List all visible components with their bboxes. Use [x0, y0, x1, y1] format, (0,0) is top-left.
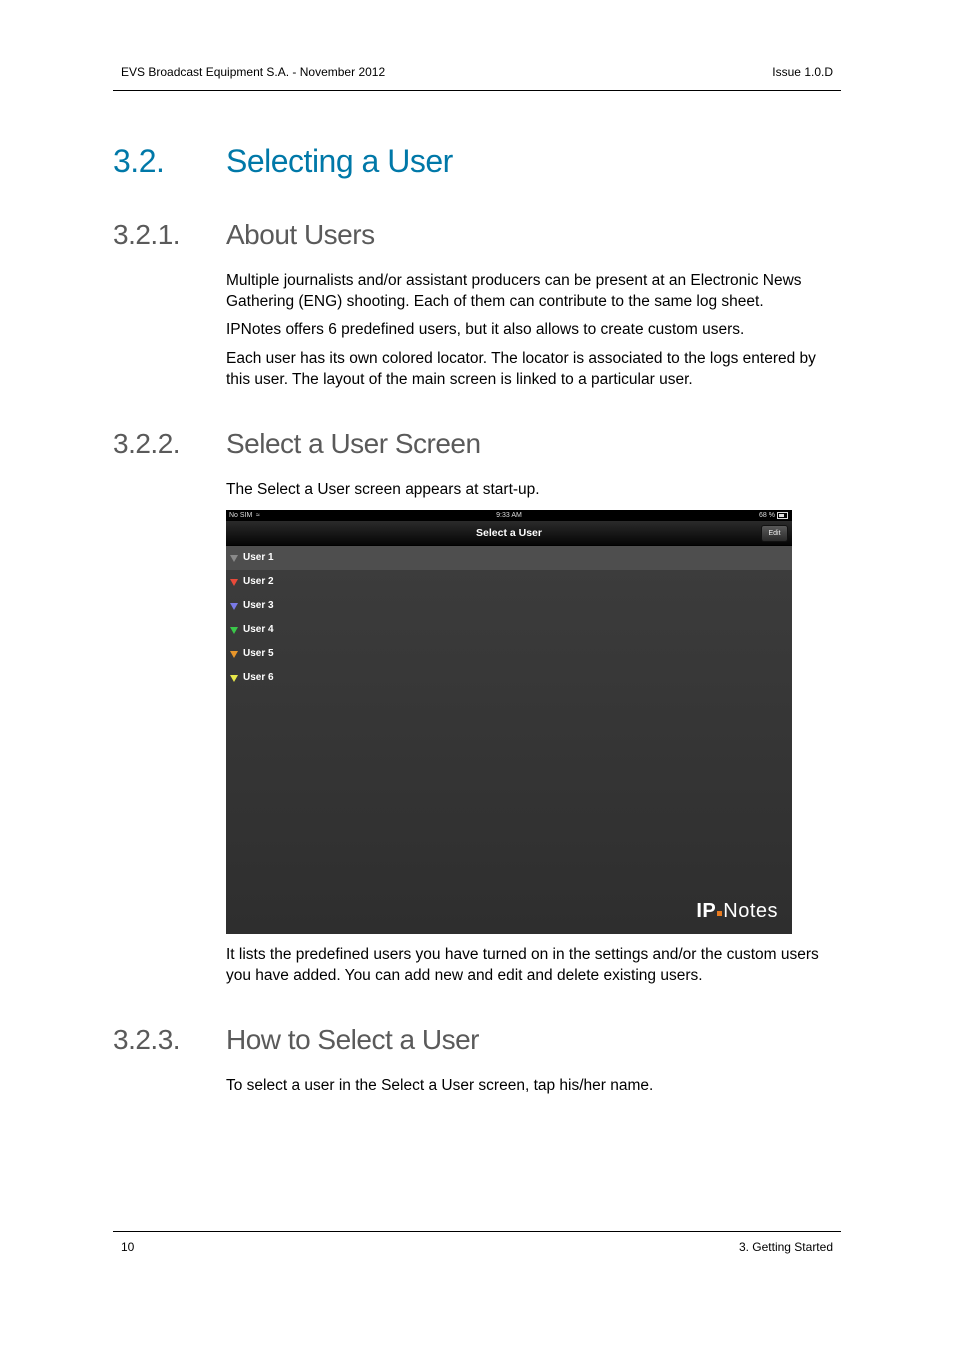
- user-name: User 1: [243, 552, 274, 563]
- header-left: EVS Broadcast Equipment S.A. - November 2012: [121, 65, 386, 79]
- nav-title: Select a User: [476, 527, 542, 539]
- wifi-icon: ≈: [256, 512, 260, 519]
- status-time: 9:33 AM: [496, 512, 522, 519]
- howto-text: To select a user in the Select a User screen, tap his/her name.: [226, 1077, 654, 1094]
- user-list-item-6[interactable]: [226, 666, 792, 690]
- user-list-item-5[interactable]: [226, 642, 792, 666]
- user-list-item-3[interactable]: [226, 594, 792, 618]
- locator-triangle-icon: [230, 603, 238, 610]
- locator-triangle-icon: [230, 651, 238, 658]
- user-name: User 6: [243, 672, 274, 683]
- battery-icon: [777, 512, 788, 519]
- status-bar: [226, 510, 792, 521]
- user-list-item-1[interactable]: [226, 546, 792, 570]
- section-title: Selecting a User: [226, 143, 453, 179]
- user-list-item-4[interactable]: [226, 618, 792, 642]
- subsection-title-howto: How to Select a User: [226, 1024, 479, 1055]
- header-right: Issue 1.0.D: [772, 65, 833, 79]
- header-rule: [113, 90, 841, 91]
- section-number: 3.2.: [113, 143, 165, 179]
- battery-label: 68 %: [759, 512, 775, 519]
- footer-chapter: 3. Getting Started: [738, 1240, 833, 1254]
- about-paragraph-3: Each user has its own colored locator. The locator is associated to the logs entered by this user. The layout of the main screen is linked to a particular user.: [226, 350, 816, 388]
- subsection-number-select: 3.2.2.: [113, 428, 181, 459]
- select-user-screenshot: [226, 510, 792, 934]
- locator-triangle-icon: [230, 555, 238, 562]
- locator-triangle-icon: [230, 627, 238, 634]
- ipnotes-logo: IP Notes: [696, 900, 778, 922]
- select-intro: The Select a User screen appears at start-up.: [226, 481, 540, 498]
- edit-button[interactable]: Edit: [761, 525, 788, 542]
- carrier-label: No SIM: [229, 512, 253, 519]
- page-number: 10: [121, 1240, 135, 1254]
- about-paragraph-1: Multiple journalists and/or assistant producers can be present at an Electronic News Gathering (ENG) shooting. Each of them can contribute to the same log sheet.: [226, 272, 802, 310]
- user-name: User 3: [243, 600, 274, 611]
- user-list: [226, 546, 792, 690]
- user-name: User 2: [243, 576, 274, 587]
- subsection-number-howto: 3.2.3.: [113, 1024, 181, 1055]
- user-name: User 4: [243, 624, 274, 635]
- subsection-title-select: Select a User Screen: [226, 428, 481, 459]
- about-paragraph-2: IPNotes offers 6 predefined users, but it also allows to create custom users.: [226, 321, 745, 338]
- subsection-number-about: 3.2.1.: [113, 219, 181, 250]
- subsection-title-about: About Users: [226, 219, 375, 250]
- nav-bar: [226, 521, 792, 546]
- locator-triangle-icon: [230, 579, 238, 586]
- locator-triangle-icon: [230, 675, 238, 682]
- select-description: It lists the predefined users you have turned on in the settings and/or the custom users you have added. You can add new and edit and delete existing users.: [226, 946, 819, 984]
- footer-rule: [113, 1231, 841, 1232]
- user-name: User 5: [243, 648, 274, 659]
- user-list-item-2[interactable]: [226, 570, 792, 594]
